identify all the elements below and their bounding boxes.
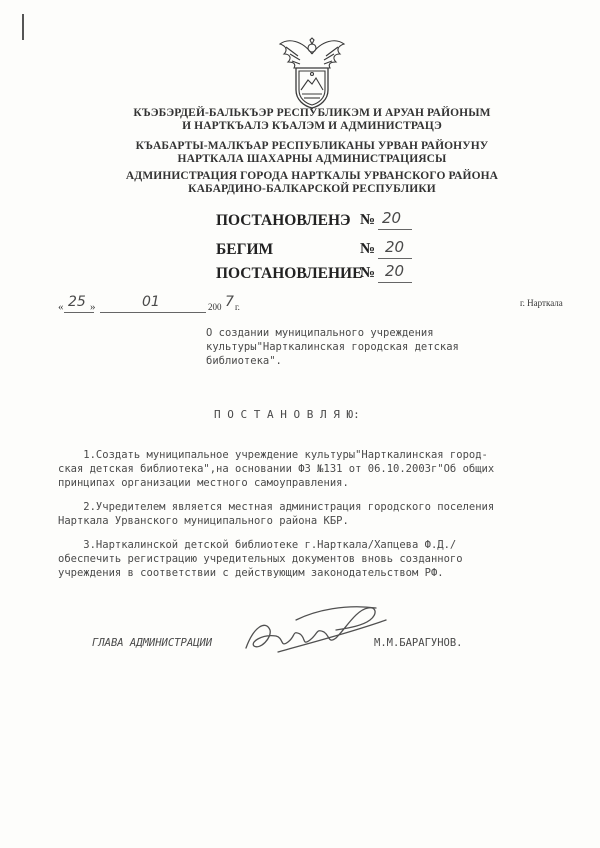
date-month: 01 (142, 294, 160, 310)
paragraph-3-line-2: обеспечить регистрацию учредительных документов вновь созданного (58, 553, 463, 565)
subject-line-3: библиотека". (206, 355, 282, 367)
date-month-underline (100, 312, 206, 313)
subject-line-2: культуры"Нарткалинская городская детская (206, 341, 459, 353)
date-year-suffix: г. (235, 302, 240, 312)
date-open-quote: « (58, 301, 64, 313)
header-balkarian-line2: НАРТКАЛА ШАХАРНЫ АДМИНИСТРАЦИЯСЫ (177, 153, 447, 165)
number-value-2: 20 (385, 238, 405, 256)
date-close-quote: » (90, 301, 96, 313)
paragraph-1-line-3: принципах организации местного самоуправления. (58, 477, 349, 489)
paragraph-3-line-1: 3.Нарткалинской детской библиотеке г.Нарткала/Хапцева Ф.Д./ (58, 539, 457, 551)
margin-mark (22, 14, 24, 40)
number-underline-2 (378, 258, 412, 259)
date-day: 25 (68, 294, 86, 310)
paragraph-2-line-1: 2.Учредителем является местная администрация городского поселения (58, 501, 495, 513)
date-day-underline (64, 312, 94, 313)
header-kabardian-line1: КЪЭБЭРДЕЙ-БАЛЬКЪЭР РЕСПУБЛИКЭМ И АРУАН РАЙОНЫМ (133, 107, 491, 119)
number-sign-2: № (360, 241, 376, 257)
date-year-digit: 7 (225, 294, 234, 310)
header-balkarian (12, 140, 600, 166)
date-year-prefix: 200 (208, 302, 222, 312)
title-balkarian: БЕГИМ (216, 241, 274, 258)
header-russian-line1: АДМИНИСТРАЦИЯ ГОРОДА НАРТКАЛЫ УРВАНСКОГО РАЙОНА (125, 170, 499, 182)
decree-heading: П О С Т А Н О В Л Я Ю: (214, 408, 360, 421)
handwritten-signature (236, 590, 406, 670)
header-kabardian (12, 107, 600, 133)
paragraph-1-line-1: 1.Создать муниципальное учреждение культуры"Нарткалинская город- (58, 449, 488, 461)
header-russian-line2: КАБАРДИНО-БАЛКАРСКОЙ РЕСПУБЛИКИ (188, 183, 436, 195)
paragraph-2-line-2: Нарткала Урванского муниципального района КБР. (58, 515, 349, 527)
paragraph-1-line-2: ская детская библиотека",на основании ФЗ №131 от 06.10.2003г"Об общих (58, 463, 495, 475)
number-underline-1 (378, 229, 412, 230)
title-kabardian: ПОСТАНОВЛЕНЭ (216, 212, 351, 229)
number-underline-3 (378, 282, 412, 283)
title-russian: ПОСТАНОВЛЕНИЕ (216, 265, 363, 282)
paragraph-3-line-3: учреждения в соответствии с действующим законодательством РФ. (58, 567, 444, 579)
header-kabardian-line2: И НАРТКЪАЛЭ КЪАЛЭМ И АДМИНИСТРАЦЭ (182, 120, 442, 132)
place-name: г. Нарткала (520, 298, 563, 308)
signature-position: ГЛАВА АДМИНИСТРАЦИИ (92, 637, 213, 649)
number-sign-1: № (360, 212, 376, 228)
number-sign-3: № (360, 265, 376, 281)
number-value-3: 20 (385, 262, 405, 280)
coat-of-arms-emblem (278, 34, 346, 110)
signature-name: М.М.БАРАГУНОВ. (374, 637, 463, 649)
header-russian (12, 170, 600, 196)
header-balkarian-line1: КЪАБАРТЫ-МАЛКЪАР РЕСПУБЛИКАНЫ УРВАН РАЙОНУНУ (135, 140, 489, 152)
subject-line-1: О создании муниципального учреждения (206, 327, 434, 339)
number-value-1: 20 (382, 209, 402, 227)
